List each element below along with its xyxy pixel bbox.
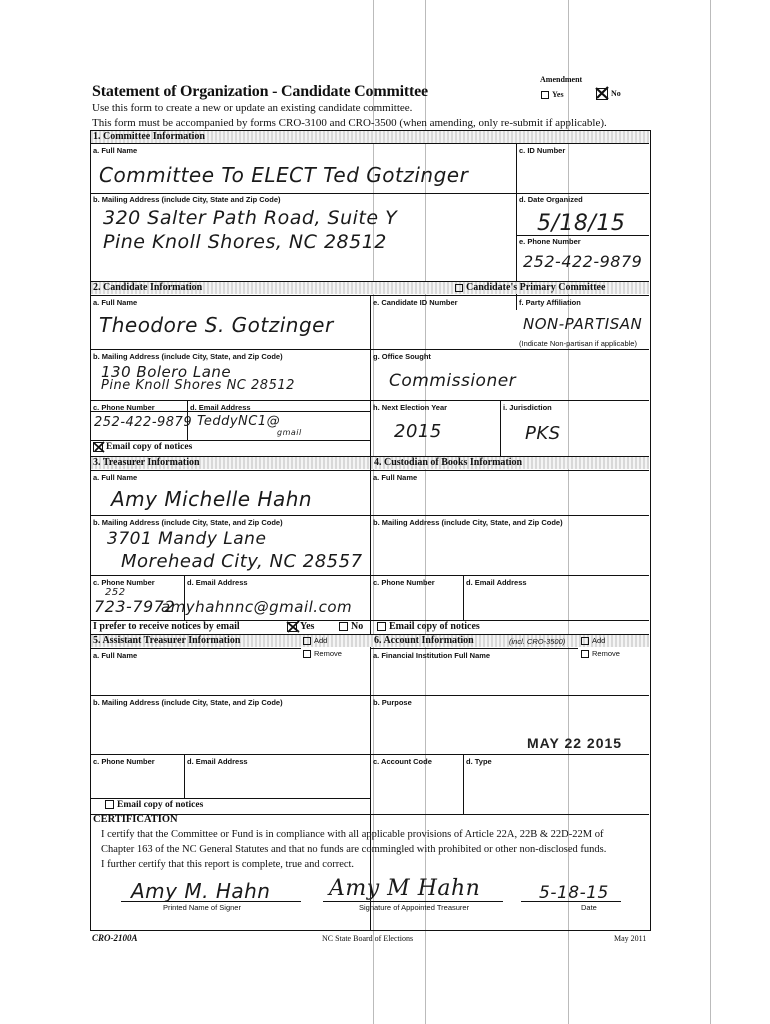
prefer-email-label: I prefer to receive notices by email [93, 621, 240, 632]
checkbox-icon [303, 650, 311, 658]
checkbox-icon [303, 637, 311, 645]
assistant-add-option[interactable] [303, 636, 327, 645]
candidate-address-line-2[interactable]: Pine Knoll Shores NC 28512 [101, 378, 295, 393]
institution-label: a. Financial Institution Full Name [373, 651, 491, 660]
candidate-name-value[interactable]: Theodore S. Gotzinger [99, 313, 334, 337]
custodian-email-copy[interactable] [377, 621, 480, 632]
candidate-phone-label: c. Phone Number [93, 403, 155, 412]
amendment-yes[interactable] [541, 90, 564, 99]
office-sought-label: g. Office Sought [373, 352, 431, 361]
treasurer-address-line-2[interactable]: Morehead City, NC 28557 [121, 551, 363, 572]
candidate-email-value-1[interactable]: TeddyNC1@ [197, 414, 281, 429]
assistant-remove-option[interactable] [303, 649, 342, 658]
printed-name-label: Printed Name of Signer [163, 903, 241, 912]
candidate-address-line-1[interactable]: 130 Bolero Lane [101, 363, 232, 381]
account-type-label: d. Type [466, 757, 492, 766]
add-label: Add [314, 636, 328, 645]
amendment-label: Amendment [540, 75, 583, 84]
committee-id-label: c. ID Number [519, 146, 566, 155]
treasurer-phone-area[interactable]: 252 [105, 587, 126, 598]
form-id: CRO-2100A [92, 933, 138, 943]
treasurer-email-value[interactable]: amyhahnnc@gmail.com [161, 598, 353, 616]
check-mark-icon [594, 85, 610, 101]
section-4-title: 4. Custodian of Books Information [374, 457, 523, 468]
section-6-title: 6. Account Information [374, 635, 474, 646]
primary-committee-option[interactable] [455, 282, 605, 293]
date-label: Date [581, 903, 597, 912]
candidate-email-value-2[interactable]: gmail [277, 428, 302, 437]
certification-line-3: I further certify that this report is complete, true and correct. [101, 859, 355, 870]
candidate-email-label: d. Email Address [190, 403, 251, 412]
assistant-email-copy[interactable] [105, 800, 203, 810]
jurisdiction-label: i. Jurisdiction [503, 403, 552, 412]
checkbox-icon [581, 650, 589, 658]
email-copy-label: Email copy of notices [106, 442, 193, 453]
committee-address-line-1[interactable]: 320 Salter Path Road, Suite Y [103, 207, 398, 229]
treasurer-name-label: a. Full Name [93, 473, 138, 482]
account-add-option[interactable] [581, 636, 605, 645]
candidate-name-label: a. Full Name [93, 298, 138, 307]
check-mark-icon [286, 620, 300, 634]
treasurer-phone-value[interactable]: 723-7972 [94, 597, 176, 616]
account-remove-option[interactable] [581, 649, 620, 658]
party-affiliation-value[interactable]: NON-PARTISAN [523, 315, 643, 333]
checkbox-icon [339, 622, 348, 631]
party-affiliation-label: f. Party Affiliation [519, 298, 581, 307]
checked-box-icon [596, 88, 608, 100]
form-title: Statement of Organization - Candidate Committee [92, 83, 428, 100]
yes-label: Yes [552, 90, 564, 99]
form-frame [90, 130, 651, 931]
received-date-stamp: MAY 22 2015 [527, 735, 623, 751]
custodian-email-label: d. Email Address [466, 578, 527, 587]
purpose-label: b. Purpose [373, 698, 412, 707]
form-version: May 2011 [614, 934, 647, 943]
checked-box-icon [93, 442, 103, 452]
email-copy-label: Email copy of notices [117, 800, 204, 810]
committee-phone-label: e. Phone Number [519, 237, 581, 246]
check-mark-icon [93, 441, 105, 453]
yes-label: Yes [300, 621, 315, 632]
committee-address-line-2[interactable]: Pine Knoll Shores, NC 28512 [103, 231, 387, 253]
printed-name-value[interactable]: Amy M. Hahn [131, 879, 271, 903]
email-copy-label: Email copy of notices [389, 621, 480, 632]
checkbox-icon [581, 637, 589, 645]
remove-label: Remove [314, 649, 342, 658]
checkbox-icon [377, 622, 386, 631]
checkbox-icon [455, 284, 463, 292]
section-2-title: 2. Candidate Information [93, 282, 203, 293]
treasurer-mailing-label: b. Mailing Address (include City, State, and Zip Code) [93, 518, 283, 527]
treasurer-name-value[interactable]: Amy Michelle Hahn [111, 487, 313, 511]
custodian-mailing-label: b. Mailing Address (include City, State, and Zip Code) [373, 518, 563, 527]
no-label: No [351, 621, 364, 632]
section-1-title: 1. Committee Information [93, 131, 205, 142]
checkbox-icon [541, 91, 549, 99]
date-organized-value[interactable]: 5/18/15 [537, 211, 626, 236]
instruction-line-1: Use this form to create a new or update an existing candidate committee. [92, 102, 413, 114]
signature-value[interactable]: Amy M Hahn [329, 876, 481, 901]
prefer-email-no[interactable] [339, 621, 363, 632]
custodian-name-label: a. Full Name [373, 473, 418, 482]
next-election-label: h. Next Election Year [373, 403, 448, 412]
treasurer-phone-label: c. Phone Number [93, 578, 155, 587]
assistant-mailing-label: b. Mailing Address (include City, State, and Zip Code) [93, 698, 283, 707]
committee-mailing-label: b. Mailing Address (include City, State and Zip Code) [93, 195, 281, 204]
amendment-no[interactable] [596, 88, 621, 100]
signature-date-value[interactable]: 5-18-15 [539, 883, 609, 903]
section-3-title: 3. Treasurer Information [93, 457, 200, 468]
next-election-value[interactable]: 2015 [394, 421, 442, 442]
certification-line-1: I certify that the Committee or Fund is in compliance with all applicable provisions of Article 22A, 22B & 22D-22M of [101, 829, 604, 840]
committee-phone-value[interactable]: 252-422-9879 [523, 252, 643, 271]
custodian-phone-label: c. Phone Number [373, 578, 435, 587]
date-organized-label: d. Date Organized [519, 195, 583, 204]
certification-line-2: Chapter 163 of the NC General Statutes and that no funds are commingled with prohibited or other non-disclosed funds. [101, 844, 607, 855]
office-sought-value[interactable]: Commissioner [389, 371, 517, 391]
checkbox-icon [105, 800, 114, 809]
section-6-note: (incl. CRO-3500) [509, 637, 566, 646]
treasurer-address-line-1[interactable]: 3701 Mandy Lane [107, 529, 267, 549]
remove-label: Remove [592, 649, 620, 658]
no-label: No [611, 88, 621, 98]
primary-committee-label: Candidate's Primary Committee [466, 282, 606, 293]
committee-name-label: a. Full Name [93, 146, 138, 155]
signature-label: Signature of Appointed Treasurer [359, 903, 470, 912]
candidate-phone-value[interactable]: 252-422-9879 [94, 415, 193, 430]
assistant-phone-label: c. Phone Number [93, 757, 155, 766]
candidate-email-copy[interactable] [93, 442, 192, 452]
prefer-email-yes[interactable] [287, 621, 314, 632]
assistant-name-label: a. Full Name [93, 651, 138, 660]
checked-box-icon [287, 622, 297, 632]
jurisdiction-value[interactable]: PKS [525, 423, 561, 444]
candidate-id-label: e. Candidate ID Number [373, 298, 458, 307]
scan-line [710, 0, 711, 1024]
committee-name-value[interactable]: Committee To ELECT Ted Gotzinger [99, 163, 469, 187]
candidate-mailing-label: b. Mailing Address (include City, State, and Zip Code) [93, 352, 283, 361]
account-code-label: c. Account Code [373, 757, 432, 766]
party-note: (Indicate Non-partisan if applicable) [519, 339, 637, 348]
certification-title: CERTIFICATION [93, 814, 178, 825]
assistant-email-label: d. Email Address [187, 757, 248, 766]
section-5-title: 5. Assistant Treasurer Information [93, 635, 241, 646]
board-name: NC State Board of Elections [322, 934, 414, 943]
instruction-line-2: This form must be accompanied by forms CRO-3100 and CRO-3500 (when amending, only re-submit if applicable). [92, 117, 607, 129]
treasurer-email-label: d. Email Address [187, 578, 248, 587]
add-label: Add [592, 636, 606, 645]
